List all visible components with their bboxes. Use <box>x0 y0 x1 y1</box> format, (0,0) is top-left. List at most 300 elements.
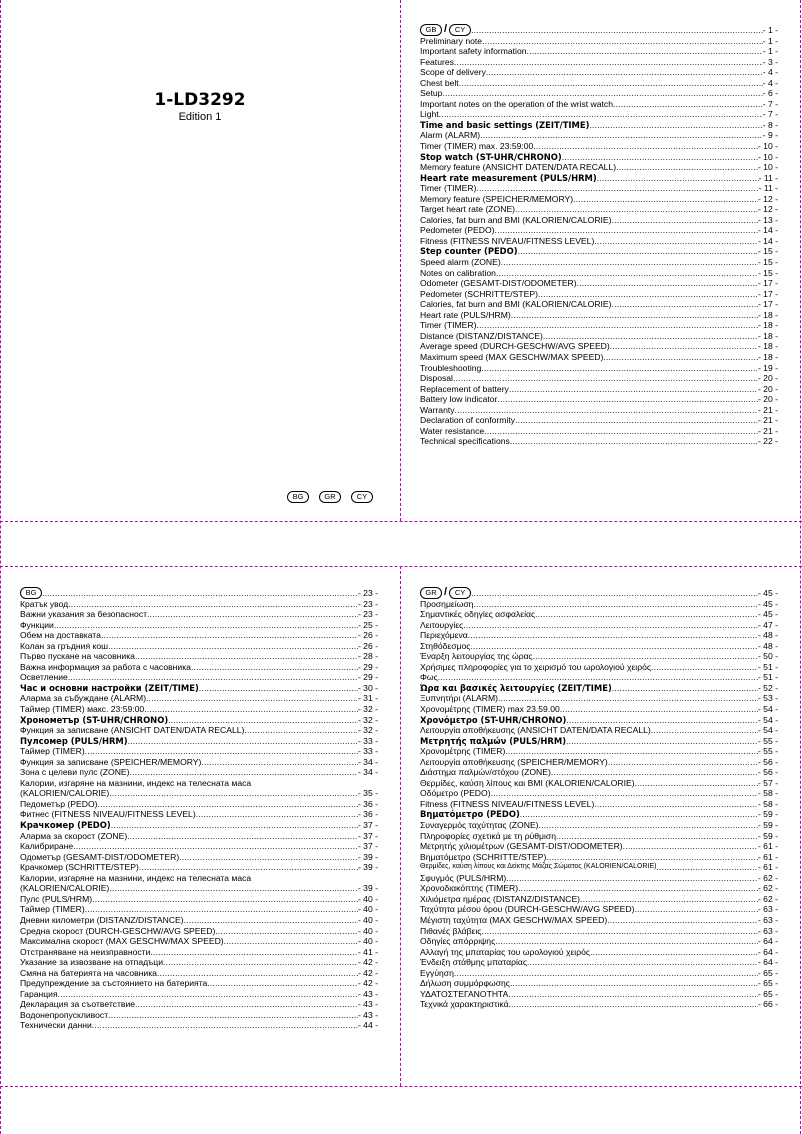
toc-entry[interactable] <box>420 88 778 99</box>
page-number: - 20 - <box>757 373 778 384</box>
toc-entry[interactable] <box>20 841 378 852</box>
dot-leader <box>108 1010 358 1021</box>
language-badge-bg: BG <box>287 491 309 503</box>
page-number: - 10 - <box>757 141 778 152</box>
toc-entry[interactable] <box>20 704 378 715</box>
toc-entry[interactable] <box>420 989 778 1000</box>
toc-entry[interactable] <box>420 704 778 715</box>
page-number: - 23 - <box>357 588 378 598</box>
dot-leader <box>139 862 358 873</box>
toc-entry[interactable] <box>20 1020 378 1031</box>
page-number: - 63 - <box>757 925 778 936</box>
toc-section-heading[interactable] <box>420 152 778 163</box>
entry-title: Οδηγίες απόρριψης <box>420 936 496 947</box>
toc-entry[interactable] <box>420 310 778 321</box>
page-number: - 40 - <box>357 936 378 947</box>
dot-leader <box>58 989 358 1000</box>
page-number: - 62 - <box>757 872 778 883</box>
entry-title: Пулс (PULS/HRM) <box>20 893 93 904</box>
toc-entry[interactable] <box>420 831 778 842</box>
dot-leader <box>610 341 758 352</box>
toc-entry[interactable] <box>420 725 778 736</box>
toc-entry[interactable] <box>420 767 778 778</box>
page-number: - 62 - <box>757 893 778 904</box>
page-number: - 55 - <box>757 746 778 757</box>
toc-entry[interactable] <box>20 788 378 799</box>
toc-section-heading[interactable] <box>420 683 778 694</box>
toc-entry[interactable] <box>20 936 378 947</box>
toc-entry[interactable] <box>20 831 378 842</box>
page-number: - 54 - <box>757 714 778 725</box>
toc-entry[interactable] <box>20 693 378 704</box>
toc-entry[interactable] <box>20 926 378 937</box>
dot-leader <box>473 599 757 610</box>
entry-title: Максимална скорост (MAX GESCHW/MAX SPEED) <box>20 936 224 947</box>
toc-entry[interactable] <box>20 999 378 1010</box>
toc-entry[interactable] <box>420 978 778 989</box>
toc-entry[interactable] <box>20 978 378 989</box>
entry-title: Battery low indicator <box>420 394 498 405</box>
slash-separator: / <box>444 586 448 599</box>
entry-title: Πληροφορίες σχετικά με τη ρύθμιση <box>420 830 557 841</box>
toc-entry[interactable] <box>420 672 778 683</box>
dot-leader <box>506 873 758 884</box>
page-number: - 55 - <box>757 735 778 746</box>
entry-title: Important notes on the operation of the wrist watch <box>420 98 613 109</box>
dot-leader <box>135 999 358 1010</box>
toc-entry[interactable] <box>20 894 378 905</box>
toc-entry[interactable] <box>420 693 778 704</box>
dot-leader <box>597 173 759 184</box>
toc-section-heading[interactable] <box>420 246 778 257</box>
entry-title: Важни указания за безопасност <box>20 609 148 620</box>
dot-leader <box>491 788 758 799</box>
dot-leader <box>566 736 758 747</box>
dot-leader <box>505 746 758 757</box>
page-number: - 4 - <box>762 77 778 88</box>
entry-title: Пулсомер (PULS/HRM) <box>20 735 128 746</box>
toc-entry[interactable] <box>420 841 778 852</box>
toc-section-heading[interactable] <box>20 715 378 726</box>
toc-entry[interactable] <box>420 268 778 279</box>
entry-title: Chest belt <box>420 77 459 88</box>
entry-title: (KALORIEN/CALORIE) <box>20 883 110 894</box>
toc-entry[interactable] <box>420 204 778 215</box>
dot-leader <box>589 120 762 131</box>
dot-leader <box>533 651 758 662</box>
entry-title: Fitness (FITNESS NIVEAU/FITNESS LEVEL) <box>420 235 595 246</box>
entry-title: Φως <box>420 672 438 683</box>
entry-title: Time and basic settings (ZEIT/TIME) <box>420 119 590 130</box>
toc-entry[interactable] <box>420 873 778 884</box>
toc-entry[interactable] <box>20 620 378 631</box>
toc-entry[interactable] <box>420 436 778 447</box>
toc-entry[interactable] <box>420 67 778 78</box>
toc-greek <box>420 588 778 1010</box>
toc-entry[interactable] <box>420 183 778 194</box>
dot-leader <box>612 299 758 310</box>
toc-entry[interactable] <box>20 915 378 926</box>
entry-title: Heart rate (PULS/HRM) <box>420 309 511 320</box>
page-number: - 32 - <box>357 704 378 715</box>
toc-entry[interactable] <box>420 236 778 247</box>
dot-leader <box>613 99 763 110</box>
dot-leader <box>533 141 758 152</box>
toc-entry[interactable] <box>420 894 778 905</box>
page-number: - 26 - <box>357 640 378 651</box>
page-number: - 64 - <box>757 936 778 947</box>
page-number: - 65 - <box>757 978 778 989</box>
toc-entry[interactable] <box>420 109 778 120</box>
toc-entry[interactable] <box>420 215 778 226</box>
toc-entry[interactable] <box>420 299 778 310</box>
toc-entry[interactable] <box>420 162 778 173</box>
entry-title: Μέγιστη ταχύτητα (MAX GESCHW/MAX SPEED) <box>420 914 608 925</box>
toc-entry[interactable] <box>420 799 778 810</box>
page-number: - 45 - <box>757 609 778 620</box>
toc-entry[interactable] <box>420 278 778 289</box>
toc-entry[interactable] <box>420 225 778 236</box>
page-number: - 12 - <box>757 204 778 215</box>
toc-entry[interactable] <box>20 725 378 736</box>
entry-title: Указание за извозване на отпадъци <box>20 957 164 968</box>
dot-leader <box>484 426 758 437</box>
dot-leader <box>481 926 758 937</box>
toc-entry[interactable] <box>20 746 378 757</box>
toc-entry[interactable] <box>420 99 778 110</box>
toc-entry-line: Калории, изгаряне на мазнини, индекс на телесната маса <box>20 872 252 883</box>
dot-leader <box>476 320 757 331</box>
toc-english <box>420 25 778 447</box>
dot-leader <box>562 152 758 163</box>
entry-title: Pedometer (PEDO) <box>420 225 495 236</box>
entry-title: Timer (TIMER) <box>420 320 477 331</box>
page-number: - 12 - <box>757 193 778 204</box>
toc-entry[interactable] <box>420 883 778 894</box>
entry-title: Stop watch (ST-UHR/CHRONO) <box>420 151 562 162</box>
dot-leader <box>179 852 358 863</box>
toc-entry[interactable] <box>420 757 778 768</box>
page-number: - 61 - <box>757 841 778 852</box>
toc-entry[interactable] <box>420 641 778 652</box>
entry-title: Αλλαγή της μπαταρίας του ωρολογιού χειρός <box>420 946 591 957</box>
dot-leader <box>551 767 758 778</box>
page-number: - 44 - <box>357 1020 378 1031</box>
entry-title: Час и основни настройки (ZEIT/TIME) <box>20 682 199 693</box>
page-number: - 40 - <box>357 904 378 915</box>
toc-entry[interactable] <box>420 904 778 915</box>
page-number: - 39 - <box>357 883 378 894</box>
entry-title: Speed alarm (ZONE) <box>420 257 501 268</box>
toc-entry[interactable] <box>420 194 778 205</box>
toc-entry[interactable] <box>420 820 778 831</box>
page-number: - 20 - <box>757 383 778 394</box>
page-number: - 59 - <box>757 830 778 841</box>
dot-leader <box>73 841 358 852</box>
page-number: - 9 - <box>762 130 778 141</box>
toc-entry[interactable] <box>420 915 778 926</box>
entry-title: Memory feature (SPEICHER/MEMORY) <box>420 193 574 204</box>
dot-leader <box>130 767 358 778</box>
page-number: - 32 - <box>357 714 378 725</box>
toc-entry[interactable] <box>420 936 778 947</box>
page-divider <box>400 566 401 1086</box>
dot-leader <box>580 894 758 905</box>
toc-entry[interactable] <box>420 599 778 610</box>
entry-title: Important safety information <box>420 46 527 57</box>
dot-leader <box>201 757 358 768</box>
page-number: - 43 - <box>357 999 378 1010</box>
dot-leader <box>495 936 758 947</box>
entry-title: Предупреждение за състоянието на батерията <box>20 978 208 989</box>
toc-section-heading[interactable] <box>20 736 378 747</box>
page-number: - 59 - <box>757 809 778 820</box>
toc-entry[interactable] <box>420 57 778 68</box>
entry-title: Βηματόμετρο (PEDO) <box>420 809 520 820</box>
dot-leader <box>157 968 358 979</box>
page-number: - 65 - <box>757 967 778 978</box>
toc-entry[interactable] <box>20 599 378 610</box>
page-number: - 18 - <box>757 330 778 341</box>
entry-title: Σημαντικές οδηγίες ασφαλείας <box>420 609 536 620</box>
entry-title: Таймер (TIMER) <box>20 746 85 757</box>
toc-entry[interactable] <box>420 968 778 979</box>
page-number: - 21 - <box>757 425 778 436</box>
toc-entry[interactable] <box>420 415 778 426</box>
entry-title: Технически данни <box>20 1020 92 1031</box>
dot-leader <box>127 831 358 842</box>
language-badge: GR <box>420 587 442 599</box>
toc-entry[interactable] <box>420 405 778 416</box>
toc-entry[interactable] <box>20 809 378 820</box>
toc-header-row[interactable] <box>420 25 778 36</box>
toc-section-heading[interactable] <box>20 683 378 694</box>
toc-entry[interactable] <box>420 746 778 757</box>
dot-leader <box>196 809 358 820</box>
page-number: - 1 - <box>762 46 778 57</box>
entry-title: Δήλωση συμμόρφωσης <box>420 978 510 989</box>
entry-title: Отстраняване на неизправности <box>20 946 151 957</box>
toc-entry[interactable] <box>420 373 778 384</box>
toc-entry[interactable] <box>420 947 778 958</box>
toc-entry[interactable] <box>420 257 778 268</box>
dot-leader <box>590 947 758 958</box>
dot-leader <box>496 268 758 279</box>
dot-leader <box>635 778 758 789</box>
entry-title: Στηθόδεσμος <box>420 640 471 651</box>
toc-entry[interactable] <box>420 609 778 620</box>
toc-entry[interactable] <box>420 957 778 968</box>
toc-entry[interactable] <box>420 926 778 937</box>
toc-entry[interactable] <box>420 320 778 331</box>
toc-entry[interactable] <box>20 862 378 873</box>
entry-title: Pedometer (SCHRITTE/STEP) <box>420 288 538 299</box>
language-badges <box>287 491 373 503</box>
toc-entry[interactable] <box>420 78 778 89</box>
dot-leader <box>453 373 758 384</box>
page-number: - 33 - <box>357 735 378 746</box>
toc-entry[interactable] <box>420 46 778 57</box>
dot-leader <box>634 904 757 915</box>
page-number: - 58 - <box>757 788 778 799</box>
toc-entry[interactable] <box>420 352 778 363</box>
page-number: - 13 - <box>757 214 778 225</box>
toc-entry[interactable] <box>20 630 378 641</box>
toc-entry[interactable] <box>420 662 778 673</box>
dot-leader <box>454 57 763 68</box>
toc-entry[interactable] <box>420 788 778 799</box>
dot-leader <box>573 194 758 205</box>
entry-title: ΥΔΑΤΟΣΤΕΓΑΝΟΤΗΤΑ <box>420 988 509 999</box>
toc-entry[interactable] <box>20 757 378 768</box>
toc-entry[interactable] <box>20 852 378 863</box>
toc-entry[interactable] <box>20 904 378 915</box>
entry-title: Дневни километри (DISTANZ/DISTANCE) <box>20 914 184 925</box>
page-number: - 29 - <box>357 661 378 672</box>
dot-leader <box>656 862 757 873</box>
toc-entry[interactable] <box>20 641 378 652</box>
entry-title: Важна информация за работа с часовника <box>20 661 191 672</box>
dot-leader <box>509 999 758 1010</box>
toc-entry[interactable] <box>420 620 778 631</box>
toc-section-heading[interactable] <box>420 715 778 726</box>
toc-entry[interactable] <box>20 662 378 673</box>
toc-entry[interactable] <box>420 651 778 662</box>
toc-entry[interactable] <box>420 426 778 437</box>
entry-title: Χρονοδιακόπτης (TIMER) <box>420 883 519 894</box>
toc-section-heading[interactable] <box>420 173 778 184</box>
dot-leader <box>498 693 758 704</box>
toc-entry[interactable] <box>420 289 778 300</box>
dot-leader <box>109 788 358 799</box>
toc-entry[interactable] <box>20 672 378 683</box>
entry-title: Calories, fat burn and BMI (KALORIEN/CALORIE) <box>420 299 612 310</box>
toc-entry[interactable] <box>420 341 778 352</box>
toc-entry[interactable] <box>20 1010 378 1021</box>
toc-entry[interactable] <box>420 394 778 405</box>
entry-title: Εγγύηση <box>420 967 454 978</box>
entry-title: Фитнес (FITNESS NIVEAU/FITNESS LEVEL) <box>20 809 196 820</box>
dot-leader <box>546 852 758 863</box>
page-number: - 63 - <box>757 914 778 925</box>
page-number: - 18 - <box>757 320 778 331</box>
page-number: - 28 - <box>357 651 378 662</box>
entry-title: Πιθανές βλάβεις <box>420 925 482 936</box>
page-number: - 53 - <box>757 693 778 704</box>
page-number: - 66 - <box>757 999 778 1010</box>
page-number: - 25 - <box>357 619 378 630</box>
dot-leader <box>455 405 758 416</box>
toc-entry[interactable] <box>20 883 378 894</box>
toc-entry[interactable] <box>420 130 778 141</box>
dot-leader <box>482 36 763 47</box>
entry-title: Θερμίδες, καύση λίπους και BMI (KALORIEN/CALORIE) <box>420 777 635 788</box>
toc-language-badges <box>20 587 42 599</box>
toc-entry[interactable] <box>420 141 778 152</box>
toc-section-heading[interactable] <box>420 120 778 131</box>
entry-title: Light <box>420 109 439 120</box>
entry-title: Water resistance <box>420 425 485 436</box>
page-number: - 7 - <box>762 109 778 120</box>
entry-title: Функция за записване (SPEICHER/MEMORY) <box>20 756 202 767</box>
entry-title: Χρονομέτρης (TIMER) max 23.59.00 <box>420 704 560 715</box>
dot-leader <box>454 968 758 979</box>
toc-entry[interactable] <box>20 609 378 620</box>
toc-entry[interactable] <box>20 968 378 979</box>
dot-leader <box>508 989 758 1000</box>
page-number: - 45 - <box>757 588 778 598</box>
page-number: - 17 - <box>757 299 778 310</box>
toc-entry[interactable] <box>20 651 378 662</box>
page-number: - 39 - <box>357 862 378 873</box>
page-number: - 15 - <box>757 267 778 278</box>
entry-title: Calories, fat burn and BMI (KALORIEN/CALORIE) <box>420 214 612 225</box>
toc-header-row[interactable] <box>20 588 378 599</box>
toc-entry[interactable] <box>420 331 778 342</box>
entry-title: Maximum speed (MAX GESCHW/MAX SPEED) <box>420 351 604 362</box>
toc-section-heading[interactable] <box>20 820 378 831</box>
entry-title: Timer (TIMER) <box>420 183 477 194</box>
toc-language-badges <box>420 24 471 36</box>
page-number: - 39 - <box>357 851 378 862</box>
toc-section-heading[interactable] <box>420 809 778 820</box>
page-number: - 37 - <box>357 820 378 831</box>
entry-title: Осветление <box>20 672 68 683</box>
entry-title: Preliminary note <box>420 35 483 46</box>
page-number: - 3 - <box>762 56 778 67</box>
toc-entry[interactable] <box>20 989 378 1000</box>
page-number: - 34 - <box>357 767 378 778</box>
dot-leader <box>439 109 763 120</box>
toc-entry[interactable] <box>20 799 378 810</box>
toc-header-row[interactable] <box>420 588 778 599</box>
entry-title: Аларма за събуждане (ALARM) <box>20 693 147 704</box>
dot-leader <box>497 394 758 405</box>
toc-entry[interactable] <box>420 36 778 47</box>
dot-leader <box>612 683 758 694</box>
dot-leader <box>85 904 358 915</box>
toc-entry[interactable] <box>420 363 778 374</box>
page-number: - 54 - <box>757 725 778 736</box>
toc-entry[interactable] <box>420 852 778 863</box>
toc-entry[interactable] <box>20 957 378 968</box>
toc-entry[interactable] <box>420 778 778 789</box>
toc-entry[interactable] <box>420 384 778 395</box>
entry-title: Step counter (PEDO) <box>420 246 518 257</box>
toc-entry[interactable] <box>420 862 778 873</box>
dot-leader <box>92 1020 358 1031</box>
page-number: - 18 - <box>757 309 778 320</box>
page-number: - 58 - <box>757 798 778 809</box>
dot-leader <box>556 831 758 842</box>
toc-section-heading[interactable] <box>420 736 778 747</box>
toc-entry[interactable] <box>20 767 378 778</box>
page-number: - 31 - <box>357 693 378 704</box>
toc-entry[interactable] <box>420 999 778 1010</box>
dot-leader <box>616 162 758 173</box>
toc-entry[interactable] <box>420 630 778 641</box>
dot-leader <box>147 609 358 620</box>
toc-entry[interactable] <box>20 947 378 958</box>
dot-leader <box>481 363 758 374</box>
entry-title: Setup <box>420 88 443 99</box>
language-badge: CY <box>449 587 471 599</box>
entry-title: Крачкомер (PEDO) <box>20 820 111 831</box>
dot-leader <box>594 236 758 247</box>
entry-title: Διάστημα παλμών/στόχου (ZONE) <box>420 767 551 778</box>
dot-leader <box>535 609 758 620</box>
dot-leader <box>459 78 763 89</box>
